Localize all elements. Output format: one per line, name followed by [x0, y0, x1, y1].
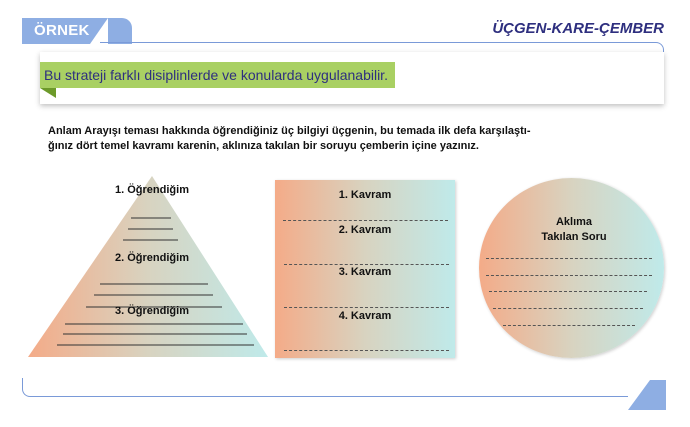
banner-text: Bu strateji farklı disiplinlerde ve konularda uygulanabilir.: [44, 67, 388, 83]
circle-label-line-2: Takılan Soru: [541, 231, 607, 243]
triangle-label-1: 1. Öğrendiğim: [115, 184, 189, 196]
answer-line: [486, 275, 652, 276]
footer-tab-decoration: [628, 380, 650, 410]
square-label-1: 1. Kavram: [338, 189, 392, 201]
answer-line: [284, 350, 449, 351]
instruction-line-1: Anlam Arayışı teması hakkında öğrendiğiniz üç bilgiyi üçgenin, bu temada ilk defa karşılaştı-: [48, 125, 531, 137]
answer-line: [284, 264, 449, 265]
answer-line: [283, 220, 448, 221]
square-label-2: 2. Kavram: [338, 224, 392, 236]
answer-line: [284, 307, 449, 308]
square-label-3: 3. Kavram: [338, 266, 392, 278]
answer-line: [486, 258, 652, 259]
instruction-line-2: ğınız dört temel kavramı karenin, aklınıza takılan bir soruyu çemberin içine yazınız.: [48, 140, 479, 152]
answer-line: [493, 308, 643, 309]
square-shape: [275, 180, 455, 358]
footer-divider: [22, 378, 643, 397]
circle-label-line-1: Aklıma: [555, 216, 593, 228]
answer-line: [489, 291, 647, 292]
triangle-label-3: 3. Öğrendiğim: [115, 305, 189, 317]
ornek-label: ÖRNEK: [34, 22, 90, 39]
answer-line: [503, 325, 635, 326]
circle-shape: [479, 178, 664, 358]
square-label-4: 4. Kavram: [338, 310, 392, 322]
page-title: ÜÇGEN-KARE-ÇEMBER: [492, 20, 664, 37]
triangle-label-2: 2. Öğrendiğim: [115, 252, 189, 264]
